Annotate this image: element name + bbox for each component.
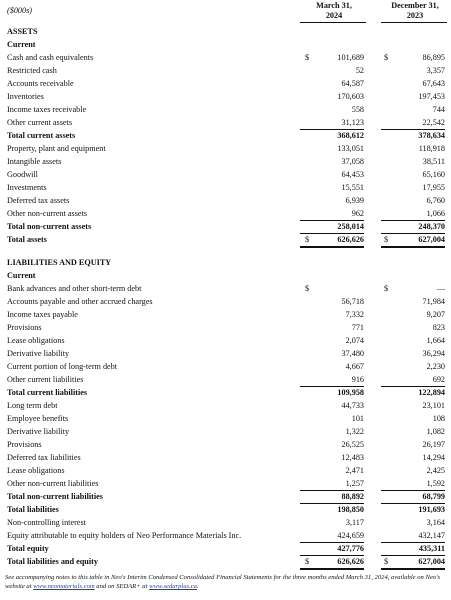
units-label: ($000s) [7, 6, 33, 15]
row-label: Total non-current assets [7, 222, 92, 231]
value-december-2023: 692 [381, 373, 445, 387]
value-march-2024: 37,058 [341, 157, 364, 166]
table-row [0, 155, 451, 168]
row-label: Goodwill [7, 170, 38, 179]
value-december-2023: — [436, 284, 445, 293]
value-march-2024: 26,525 [341, 440, 364, 449]
row-label: Cash and cash equivalents [7, 53, 94, 62]
value-december-2023: 435,311 [381, 542, 445, 556]
row-label: Derivative liability [7, 427, 70, 436]
row-label: Other current liabilities [7, 375, 84, 384]
value-december-2023: 2,230 [426, 362, 445, 371]
value-december-2023: 36,294 [422, 349, 445, 358]
value-march-2024: 44,733 [341, 401, 364, 410]
row-label: Total equity [7, 544, 49, 553]
currency-symbol: $ [384, 53, 389, 62]
value-december-2023: 3,164 [426, 518, 445, 527]
value-march-2024: 198,850 [337, 505, 364, 514]
table-row [0, 555, 451, 568]
value-december-2023: 744 [432, 105, 445, 114]
value-december-2023: 1,592 [381, 477, 445, 491]
row-label: Intangible assets [7, 157, 62, 166]
table-row [0, 308, 451, 321]
row-label: Income taxes receivable [7, 105, 87, 114]
row-label: Investments [7, 183, 47, 192]
value-december-2023: 823 [432, 323, 445, 332]
table-row [0, 90, 451, 103]
value-december-2023: 1,664 [426, 336, 445, 345]
footnote-link-neomaterials[interactable]: www.neomaterials.com [33, 583, 95, 590]
value-march-2024: 64,587 [341, 79, 364, 88]
value-december-2023: 118,918 [418, 144, 445, 153]
value-march-2024: 3,117 [345, 518, 364, 527]
table-row [0, 181, 451, 194]
currency-symbol: $ [384, 235, 389, 244]
table-row [0, 503, 451, 516]
value-december-2023: 378,634 [418, 131, 445, 140]
row-label: Income taxes payable [7, 310, 78, 319]
value-march-2024: 7,332 [345, 310, 364, 319]
table-row [0, 207, 451, 220]
value-march-2024: 37,480 [341, 349, 364, 358]
value-march-2024: 558 [351, 105, 364, 114]
column-header-rule-1 [300, 22, 366, 23]
row-label: Other current assets [7, 118, 73, 127]
column-header-december-2023 [380, 1, 450, 21]
table-row [0, 477, 451, 490]
column-header-december-line2: 2023 [406, 11, 424, 20]
table-row [0, 399, 451, 412]
value-december-2023: 23,101 [422, 401, 445, 410]
value-march-2024: 88,892 [300, 490, 364, 504]
row-label: Other non-current liabilities [7, 479, 99, 488]
row-label: Employee benefits [7, 414, 69, 423]
row-label: Long term debt [7, 401, 58, 410]
currency-symbol: $ [384, 284, 389, 293]
value-december-2023: 86,895 [422, 53, 445, 62]
column-header-march-2024 [299, 1, 369, 21]
row-label: ASSETS [7, 27, 38, 36]
value-december-2023: 65,160 [422, 170, 445, 179]
row-label: Other non-current assets [7, 209, 88, 218]
table-row [0, 516, 451, 529]
row-label: Total current liabilities [7, 388, 88, 397]
value-december-2023: 22,542 [381, 116, 445, 130]
table-row [0, 464, 451, 477]
table-row [0, 386, 451, 399]
table-row [0, 51, 451, 64]
value-december-2023: 68,799 [381, 490, 445, 504]
row-label: Total liabilities [7, 505, 59, 514]
value-december-2023: 2,425 [426, 466, 445, 475]
value-december-2023: 122,894 [418, 388, 445, 397]
table-row [0, 25, 451, 38]
value-december-2023: 1,066 [381, 207, 445, 221]
value-march-2024: 258,014 [300, 220, 364, 234]
row-label: Provisions [7, 323, 42, 332]
value-december-2023: 17,955 [422, 183, 445, 192]
table-row [0, 412, 451, 425]
table-row [0, 103, 451, 116]
value-march-2024: 12,483 [341, 453, 364, 462]
value-march-2024: 170,603 [337, 92, 364, 101]
column-header-march-line2: 2024 [325, 11, 343, 20]
value-march-2024: 15,551 [341, 183, 364, 192]
table-row [0, 142, 451, 155]
value-march-2024: 101 [351, 414, 364, 423]
row-label: Bank advances and other short-term debt [7, 284, 142, 293]
value-december-2023: 191,693 [418, 505, 445, 514]
table-row [0, 256, 451, 269]
row-label: Derivative liability [7, 349, 70, 358]
table-row [0, 373, 451, 386]
currency-symbol: $ [305, 284, 310, 293]
footnote-text-after: . [196, 583, 199, 590]
row-label: Total liabilities and equity [7, 557, 98, 566]
row-label: Lease obligations [7, 466, 65, 475]
value-december-2023: 9,207 [426, 310, 445, 319]
table-row [0, 269, 451, 282]
row-label: Current [7, 271, 36, 280]
value-december-2023: 627,004 [381, 555, 445, 570]
currency-symbol: $ [305, 53, 310, 62]
table-row [0, 194, 451, 207]
row-label: LIABILITIES AND EQUITY [7, 258, 112, 267]
table-row [0, 438, 451, 451]
currency-symbol: $ [305, 235, 310, 244]
value-march-2024: 56,718 [341, 297, 364, 306]
table-row [0, 529, 451, 542]
currency-symbol: $ [305, 557, 310, 566]
value-march-2024: 133,051 [337, 144, 364, 153]
table-row [0, 425, 451, 438]
footnote-text-middle: and on SEDAR+ at [94, 583, 150, 590]
column-header-march-line1: March 31, [316, 1, 352, 10]
table-row [0, 116, 451, 129]
value-december-2023: 67,643 [422, 79, 445, 88]
value-march-2024: 368,612 [337, 131, 364, 140]
table-row [0, 347, 451, 360]
value-march-2024: 427,776 [300, 542, 364, 556]
value-march-2024: 626,626 [300, 233, 364, 248]
row-label: Total non-current liabilities [7, 492, 103, 501]
row-label: Non-controlling interest [7, 518, 86, 527]
value-march-2024: 424,659 [300, 529, 364, 543]
value-december-2023: 248,370 [381, 220, 445, 234]
value-march-2024: 626,626 [300, 555, 364, 570]
row-label: Property, plant and equipment [7, 144, 106, 153]
row-label: Equity attributable to equity holders of Neo Performance Materials Inc. [7, 531, 242, 540]
table-row [0, 220, 451, 233]
value-march-2024: 31,123 [300, 116, 364, 130]
value-march-2024: 64,453 [341, 170, 364, 179]
table-row [0, 233, 451, 246]
row-label: Deferred tax liabilities [7, 453, 81, 462]
value-march-2024: 2,074 [345, 336, 364, 345]
value-december-2023: 432,147 [381, 529, 445, 543]
table-row [0, 321, 451, 334]
row-label: Deferred tax assets [7, 196, 70, 205]
value-december-2023: 71,984 [422, 297, 445, 306]
row-label: Restricted cash [7, 66, 57, 75]
table-row [0, 38, 451, 51]
column-header-rule-2 [381, 22, 447, 23]
value-march-2024: 2,471 [345, 466, 364, 475]
table-row [0, 168, 451, 181]
table-row [0, 77, 451, 90]
value-december-2023: 108 [432, 414, 445, 423]
table-row [0, 282, 451, 295]
value-march-2024: 109,958 [337, 388, 364, 397]
value-december-2023: 38,511 [422, 157, 445, 166]
table-row [0, 295, 451, 308]
footnote-link-sedarplus[interactable]: www.sedarplus.ca [149, 583, 197, 590]
value-december-2023: 627,004 [381, 233, 445, 248]
table-row [0, 542, 451, 555]
value-march-2024: 771 [351, 323, 364, 332]
table-row [0, 129, 451, 142]
value-march-2024: 6,939 [345, 196, 364, 205]
row-label: Accounts receivable [7, 79, 74, 88]
table-row [0, 490, 451, 503]
value-march-2024: 1,257 [300, 477, 364, 491]
footnote-text-before: See accompanying notes to this table in Neo's Interim Condensed Consolidated Financial Statements for the three months ended March 31, 2024, available on Neo's website at [5, 574, 441, 590]
row-label: Lease obligations [7, 336, 65, 345]
row-label: Accounts payable and other accrued charges [7, 297, 153, 306]
value-december-2023: 3,357 [426, 66, 445, 75]
table-row [0, 451, 451, 464]
currency-symbol: $ [384, 557, 389, 566]
row-label: Total assets [7, 235, 47, 244]
value-december-2023: 197,453 [418, 92, 445, 101]
value-december-2023: 1,082 [426, 427, 445, 436]
value-march-2024: 52 [355, 66, 364, 75]
value-march-2024: 4,667 [345, 362, 364, 371]
row-label: Current portion of long-term debt [7, 362, 118, 371]
value-december-2023: 14,294 [422, 453, 445, 462]
value-march-2024: 962 [300, 207, 364, 221]
row-label: Inventories [7, 92, 44, 101]
value-march-2024: 101,689 [337, 53, 364, 62]
row-label: Total current assets [7, 131, 76, 140]
footnote [5, 573, 447, 591]
column-header-december-line1: December 31, [391, 1, 439, 10]
table-row [0, 360, 451, 373]
table-row [0, 334, 451, 347]
value-march-2024: 1,322 [345, 427, 364, 436]
value-december-2023: 26,197 [422, 440, 445, 449]
value-december-2023: 6,760 [426, 196, 445, 205]
row-label: Current [7, 40, 36, 49]
value-march-2024: 916 [300, 373, 364, 387]
table-row [0, 64, 451, 77]
row-label: Provisions [7, 440, 42, 449]
